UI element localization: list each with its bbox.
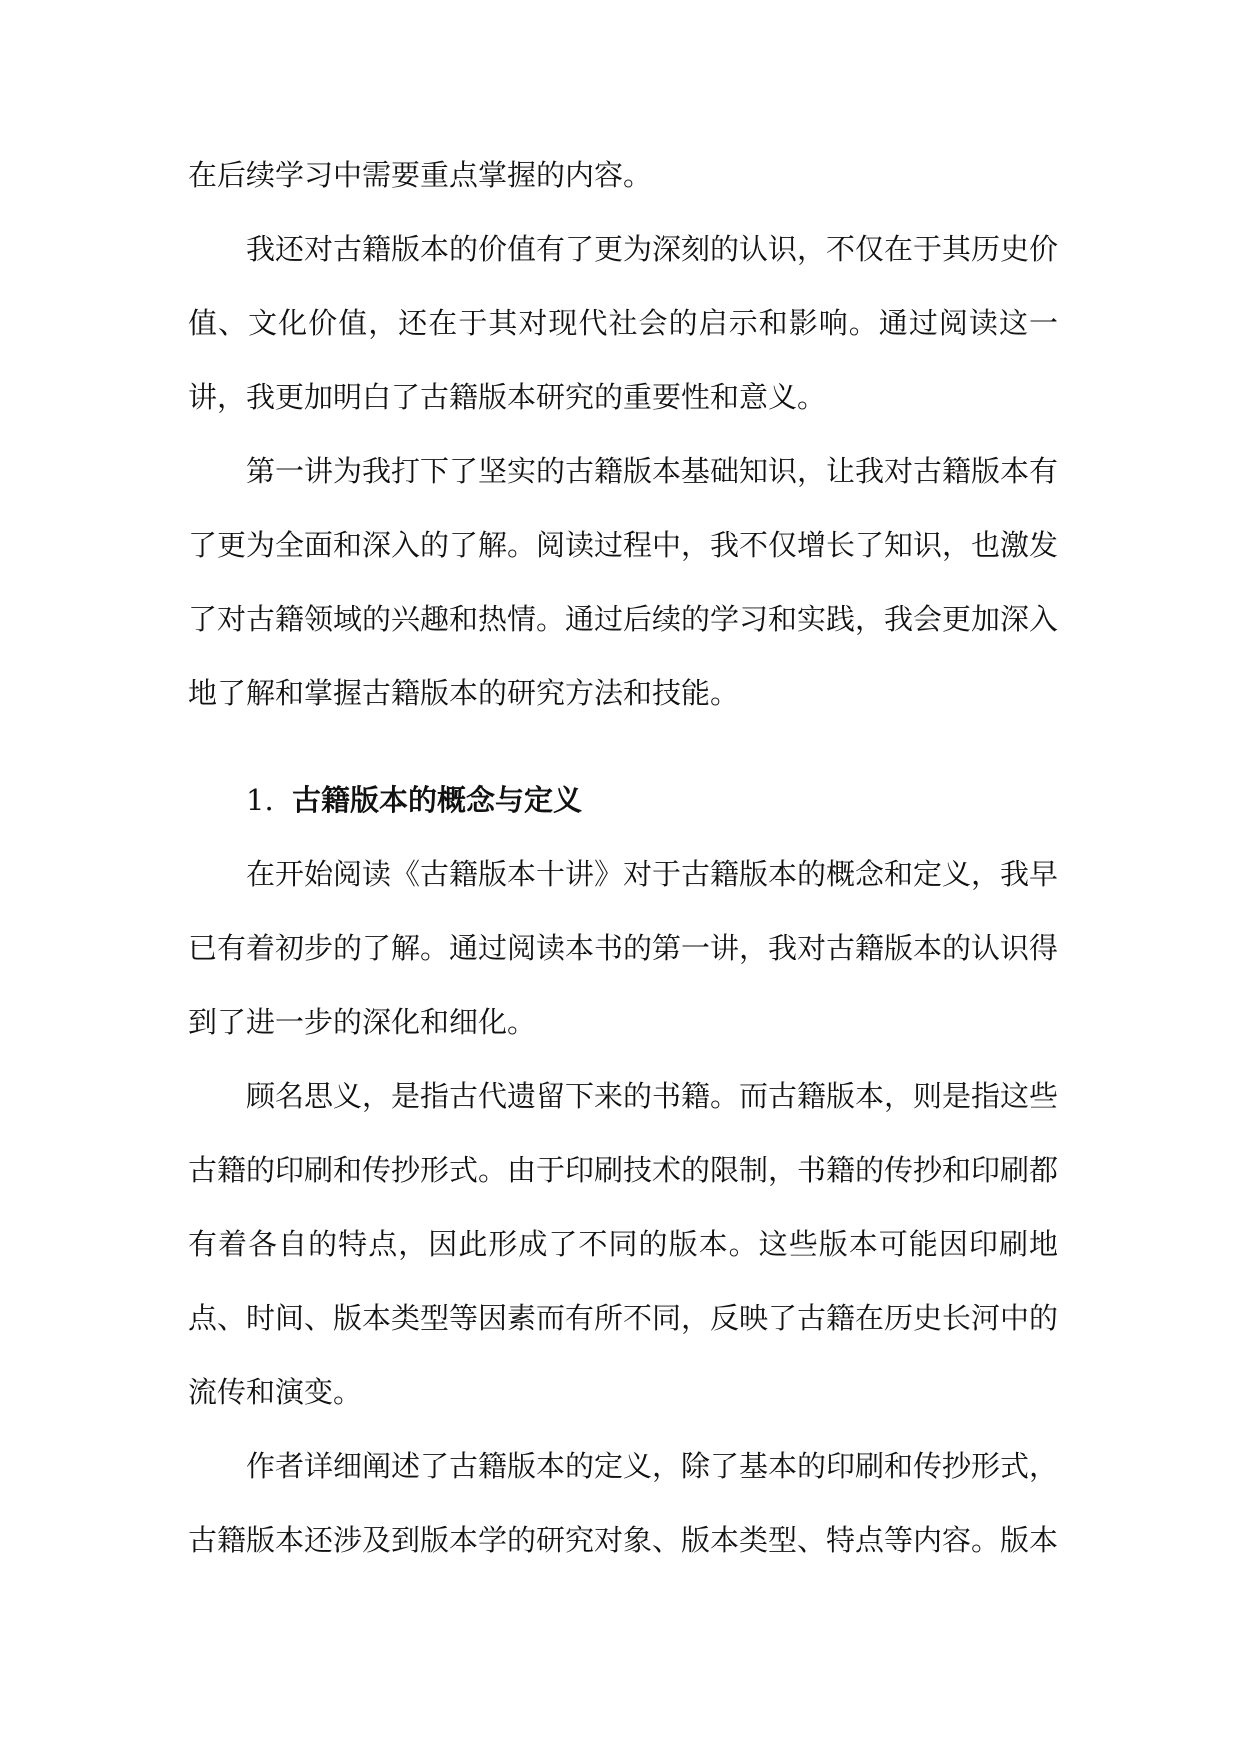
section-title: 古籍版本的概念与定义 bbox=[292, 783, 583, 817]
section-number: 1. bbox=[246, 783, 274, 817]
section-heading bbox=[188, 763, 1058, 837]
paragraph-first-lecture-summary: 第一讲为我打下了坚实的古籍版本基础知识，让我对古籍版本有了更为全面和深入的了解。阅读过程中，我不仅增长了知识，也激发了对古籍领域的兴趣和热情。通过后续的学习和实践，我会更加深入地了解和掌握古籍版本的研究方法和技能。 bbox=[188, 454, 1059, 710]
paragraph-author-elaboration: 作者详细阐述了古籍版本的定义，除了基本的印刷和传抄形式，古籍版本还涉及到版本学的研究对象、版本类型、特点等内容。版本 bbox=[188, 1449, 1059, 1557]
paragraph-value-of-editions: 我还对古籍版本的价值有了更为深刻的认识，不仅在于其历史价值、文化价值，还在于其对现代社会的启示和影响。通过阅读这一讲，我更加明白了古籍版本研究的重要性和意义。 bbox=[188, 232, 1059, 414]
paragraph-initial-understanding: 在开始阅读《古籍版本十讲》对于古籍版本的概念和定义，我早已有着初步的了解。通过阅读本书的第一讲，我对古籍版本的认识得到了进一步的深化和细化。 bbox=[188, 857, 1059, 1039]
document-body bbox=[188, 138, 1058, 1577]
paragraph-definition: 顾名思义，是指古代遗留下来的书籍。而古籍版本，则是指这些古籍的印刷和传抄形式。由于印刷技术的限制，书籍的传抄和印刷都有着各自的特点，因此形成了不同的版本。这些版本可能因印刷地点、时间、版本类型等因素而有所不同，反映了古籍在历史长河中的流传和演变。 bbox=[188, 1079, 1059, 1409]
paragraph-continued: 在后续学习中需要重点掌握的内容。 bbox=[188, 158, 653, 192]
